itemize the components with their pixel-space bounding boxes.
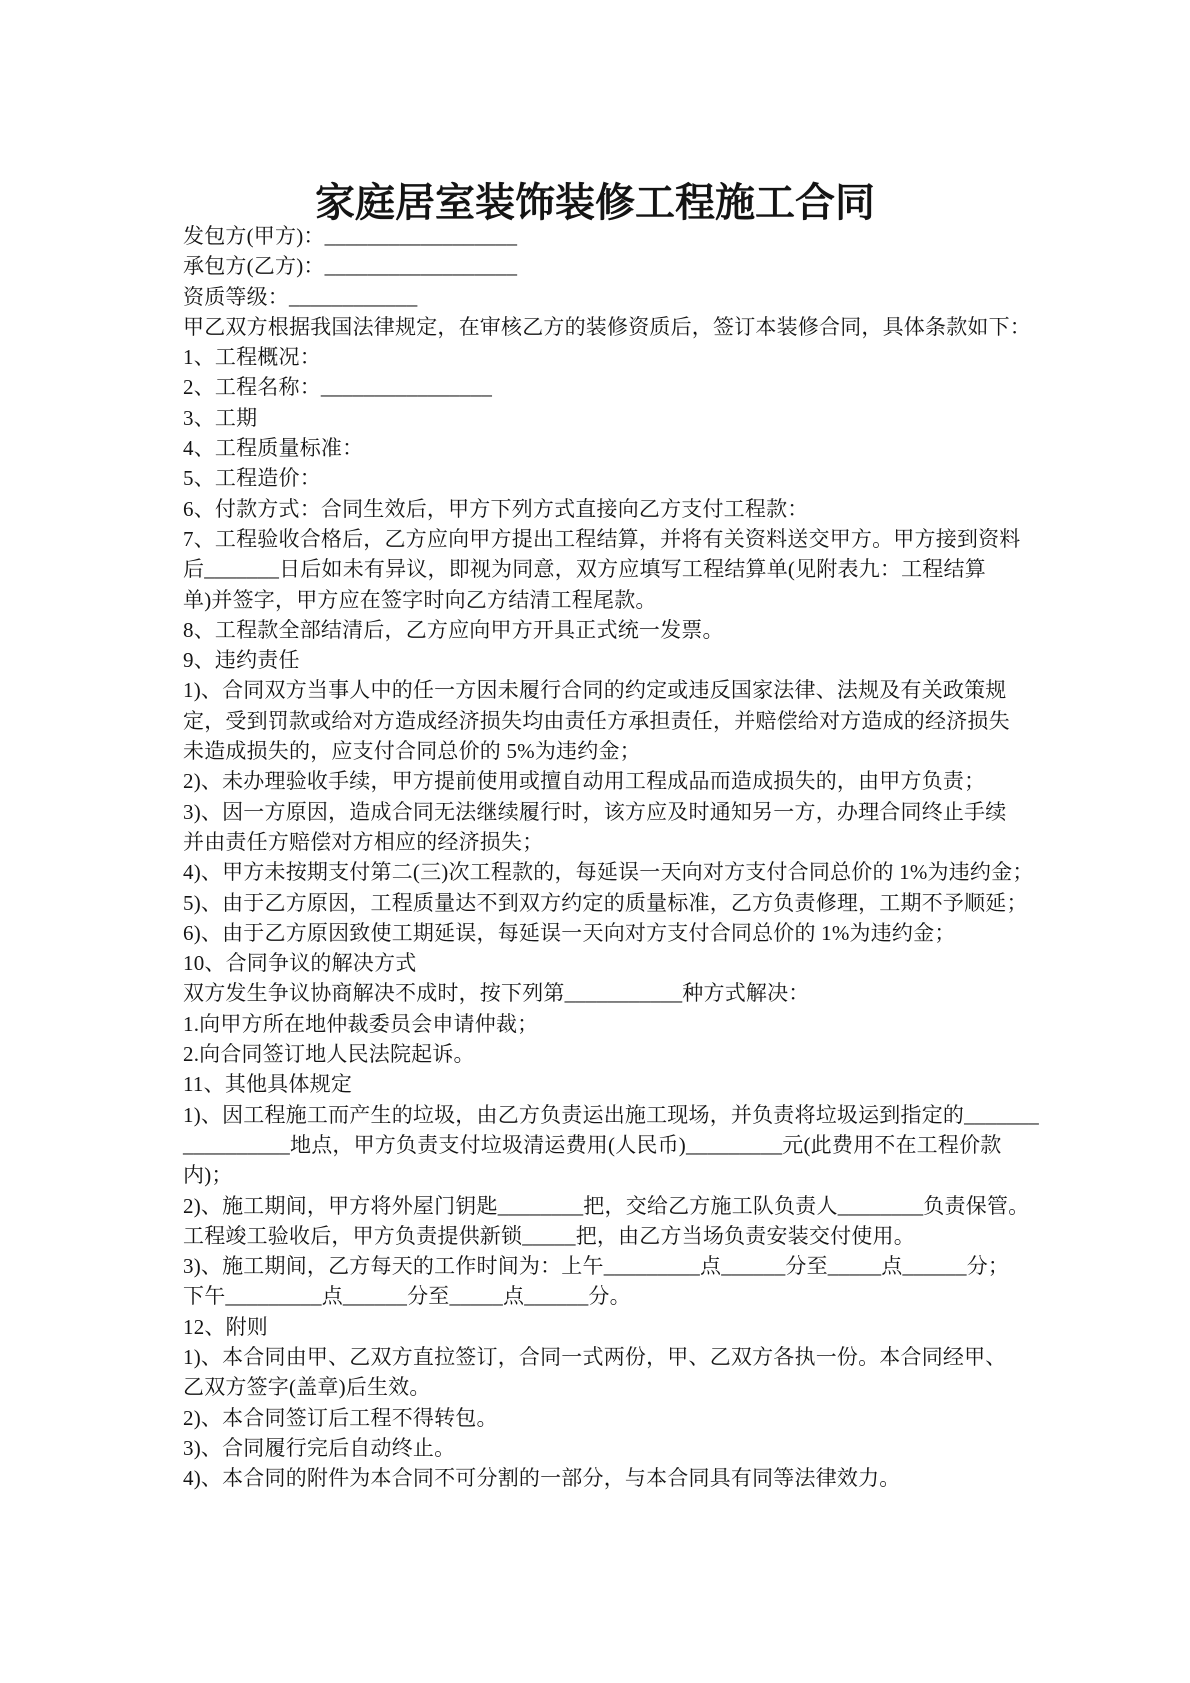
contract-line-42: 4)、本合同的附件为本合同不可分割的一部分，与本合同具有同等法律效力。 (183, 1466, 901, 1491)
contract-line-12: 后_______日后如未有异议，即视为同意，双方应填写工程结算单(见附表九：工程结算 (183, 557, 986, 582)
contract-line-21: 并由责任方赔偿对方相应的经济损失； (183, 829, 544, 854)
contract-line-14: 8、工程款全部结清后，乙方应向甲方开具正式统一发票。 (183, 617, 724, 642)
contract-line-30: 1)、因工程施工而产生的垃圾，由乙方负责运出施工现场，并负责将垃圾运到指定的_______ (183, 1102, 1039, 1127)
document-body (183, 221, 1039, 1493)
contract-line-20: 3)、因一方原因，造成合同无法继续履行时，该方应及时通知另一方，办理合同终止手续 (183, 799, 1007, 824)
contract-line-22: 4)、甲方未按期支付第二(三)次工程款的，每延误一天向对方支付合同总价的 1%为违约金； (183, 860, 1034, 885)
contract-line-16: 1)、合同双方当事人中的任一方因未履行合同的约定或违反国家法律、法规及有关政策规 (183, 678, 1007, 703)
contract-line-3: 资质等级：____________ (183, 284, 418, 309)
contract-line-19: 2)、未办理验收手续，甲方提前使用或擅自动用工程成品而造成损失的，由甲方负责； (183, 769, 986, 794)
contract-line-4: 甲乙双方根据我国法律规定，在审核乙方的装修资质后，签订本装修合同，具体条款如下： (183, 314, 1031, 339)
contract-line-15: 9、违约责任 (183, 648, 300, 673)
contract-line-13: 单)并签字，甲方应在签字时向乙方结清工程尾款。 (183, 587, 657, 612)
contract-line-9: 5、工程造价： (183, 466, 321, 491)
contract-line-35: 3)、施工期间，乙方每天的工作时间为：上午_________点______分至_____点______分； (183, 1254, 1010, 1279)
contract-line-36: 下午_________点______分至_____点______分。 (183, 1284, 631, 1309)
contract-line-40: 2)、本合同签订后工程不得转包。 (183, 1405, 498, 1430)
contract-line-10: 6、付款方式：合同生效后，甲方下列方式直接向乙方支付工程款： (183, 496, 809, 521)
contract-line-34: 工程竣工验收后，甲方负责提供新锁_____把，由乙方当场负责安装交付使用。 (183, 1223, 915, 1248)
contract-line-8: 4、工程质量标准： (183, 436, 364, 461)
contract-line-18: 未造成损失的，应支付合同总价的 5%为违约金； (183, 739, 641, 764)
contract-line-37: 12、附则 (183, 1314, 268, 1339)
contract-line-17: 定，受到罚款或给对方造成经济损失均由责任方承担责任，并赔偿给对方造成的经济损失 (183, 708, 1010, 733)
contract-line-27: 1.向甲方所在地仲裁委员会申请仲裁； (183, 1011, 539, 1036)
contract-line-6: 2、工程名称：________________ (183, 375, 493, 400)
contract-line-41: 3)、合同履行完后自动终止。 (183, 1435, 456, 1460)
contract-line-11: 7、工程验收合格后，乙方应向甲方提出工程结算，并将有关资料送交甲方。甲方接到资料 (183, 526, 1021, 551)
contract-line-7: 3、工期 (183, 405, 258, 430)
contract-line-29: 11、其他具体规定 (183, 1072, 353, 1097)
contract-line-23: 5)、由于乙方原因，工程质量达不到双方约定的质量标准，乙方负责修理，工期不予顺延； (183, 890, 1028, 915)
document-title: 家庭居室装饰装修工程施工合同 (315, 179, 875, 225)
contract-line-2: 承包方(乙方)：__________________ (183, 254, 518, 279)
contract-line-32: 内)； (183, 1163, 233, 1188)
contract-line-1: 发包方(甲方)：__________________ (183, 224, 518, 248)
contract-line-39: 乙双方签字(盖章)后生效。 (183, 1375, 431, 1400)
contract-line-25: 10、合同争议的解决方式 (183, 951, 417, 976)
contract-line-5: 1、工程概况： (183, 345, 321, 370)
contract-line-28: 2.向合同签订地人民法院起诉。 (183, 1042, 475, 1067)
contract-line-26: 双方发生争议协商解决不成时，按下列第___________种方式解决： (183, 981, 810, 1006)
contract-line-31: __________地点，甲方负责支付垃圾清运费用(人民币)_________元(此费用不在工程价款 (183, 1132, 1002, 1157)
contract-line-33: 2)、施工期间，甲方将外屋门钥匙________把，交给乙方施工队负责人________负责保管。 (183, 1193, 1030, 1218)
contract-line-38: 1)、本合同由甲、乙双方直拉签订，合同一式两份，甲、乙双方各执一份。本合同经甲、 (183, 1344, 1007, 1369)
contract-line-24: 6)、由于乙方原因致使工期延误，每延误一天向对方支付合同总价的 1%为违约金； (183, 920, 956, 945)
